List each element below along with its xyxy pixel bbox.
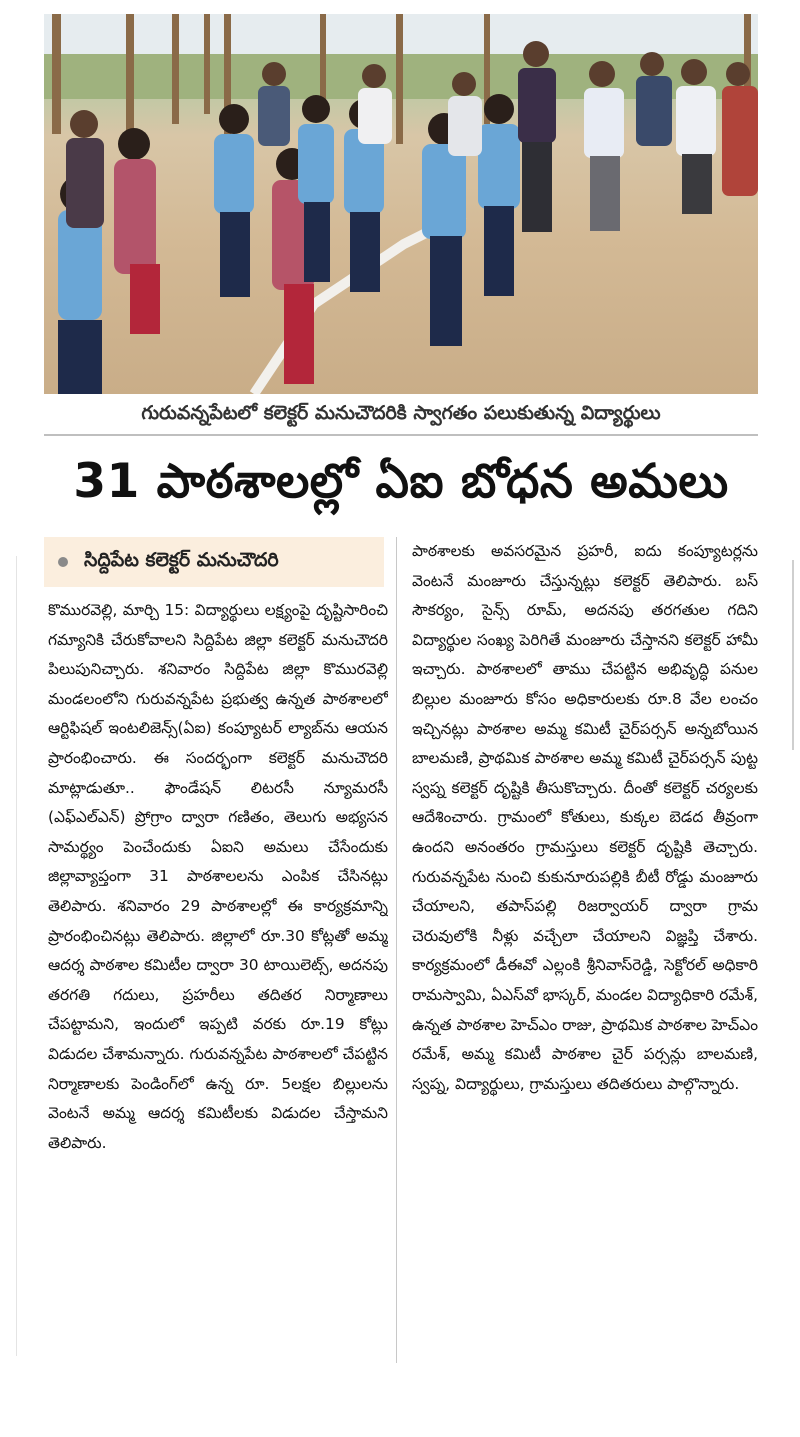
photo-caption: గురువన్నపేటలో కలెక్టర్ మనుచౌదరికి స్వాగతం పలుకుతున్న విద్యార్థులు [44,396,758,436]
article-headline: 31 పాఠశాలల్లో ఏఐ బోధన అమలు [73,454,729,509]
byline [44,537,384,587]
article-column-left: కొమురవెల్లి, మార్చి 15: విద్యార్థులు లక్ష్యంపై దృష్టిసారించి గమ్యానికి చేరుకోవాలని సిద్దిపేట జిల్లా కలెక్టర్ మనుచౌదరి పిలుపునిచ్చారు. శనివారం సిద్దిపేట జిల్లా కొమురవెల్లి మండలంలోని గురువన్నపేట ప్రభుత్వ ఉన్నత పాఠశాలలో ఆర్టిఫిషల్ ఇంటలిజెన్స్(ఏఐ) కంప్యూటర్ ల్యాబ్‌ను ఆయన ప్రారంభించారు. ఈ సందర్భంగా కలెక్టర్ మనుచౌదరి మాట్లాడుతూ.. ఫౌండేషన్ లిటరసీ న్యూమరసీ (ఎఫ్ఎల్ఎన్) ప్రోగ్రాం ద్వారా గణితం, తెలుగు అభ్యసన సామర్థ్యం పెంచేందుకు ఏఐని అమలు చేసేందుకు జిల్లావ్యాప్తంగా 31 పాఠశాలలను ఎంపిక చేసినట్లు తెలిపారు. శనివారం 29 పాఠశాలల్లో ఈ కార్యక్రమాన్ని ప్రారంభించినట్లు తెలిపారు. జిల్లాలో రూ.30 కోట్లతో అమ్మ ఆదర్శ పాఠశాల కమిటీల ద్వారా 30 టాయిలెట్స్, అదనపు తరగతి గదులు, ప్రహరీలు తదితర నిర్మాణాలు చేపట్టామని, ఇందులో ఇప్పటి వరకు రూ.19 కోట్లు విడుదల చేశామన్నారు. గురువన్నపేట పాఠశాలలో చేపట్టిన నిర్మాణాలకు పెండింగ్‌లో ఉన్న రూ. 5లక్షల బిల్లులను వెంటనే అమ్మ ఆదర్శ కమిటీలకు విడుదల చేస్తామని తెలిపారు. [48,601,388,1152]
page-edge-divider-right [792,560,794,750]
bullet-icon [58,557,68,567]
column-divider [396,537,397,1363]
photo-students-walking [44,14,758,394]
news-photo [44,14,758,394]
byline-text: సిద్దిపేట కలెక్టర్ మనుచౌదరి [84,548,279,571]
page-edge-divider [16,556,17,1356]
article-column-right: పాఠశాలకు అవసరమైన ప్రహరీ, ఐదు కంప్యూటర్లను వెంటనే మంజూరు చేస్తున్నట్లు కలెక్టర్ తెలిపారు. బస్ సౌకర్యం, సైన్స్ రూమ్, అదనపు తరగతుల గదిని విద్యార్థుల సంఖ్య పెరిగితే మంజూరు చేస్తానని కలెక్టర్ హామీ ఇచ్చారు. పాఠశాలలో తాము చేపట్టిన అభివృద్ధి పనుల బిల్లుల మంజూరు కోసం అధికారులకు రూ.8 వేల లంచం ఇచ్చినట్లు పాఠశాల అమ్మ కమిటీ చైర్‌పర్సన్ అన్నబోయిన బాలమణి, ప్రాథమిక పాఠశాల అమ్మ కమిటీ చైర్‌పర్సన్ పుట్ట స్వప్న కలెక్టర్ దృష్టికి తీసుకొచ్చారు. దీంతో కలెక్టర్ చర్యలకు ఆదేశించారు. గ్రామంలో కోతులు, కుక్కల బెడద తీవ్రంగా ఉందని అనంతరం గ్రామస్తులు కలెక్టర్ దృష్టికి తెచ్చారు. గురువన్నపేట నుంచి కుకునూరుపల్లికి బీటీ రోడ్డు మంజూరు చేయాలని, తపాస్‌పల్లి రిజర్వాయర్ ద్వారా గ్రామ చెరువులోకి నీళ్లు వచ్చేలా చేయాలని విజ్ఞప్తి చేశారు. కార్యక్రమంలో డీఈవో ఎల్లంకి శ్రీనివాస్‌రెడ్డి, సెక్టోరల్ అధికారి రామస్వామి, ఏఎస్‌వో భాస్కర్, మండల విద్యాధికారి రమేశ్, ఉన్నత పాఠశాల హెచ్ఎం రాజు, ప్రాథమిక పాఠశాల హెచ్ఎం రమేశ్, అమ్మ కమిటీ పాఠశాల చైర్ పర్సన్లు బాలమణి, స్వప్న, విద్యార్థులు, గ్రామస్తులు తదితరులు పాల్గొన్నారు. [412,542,758,1093]
